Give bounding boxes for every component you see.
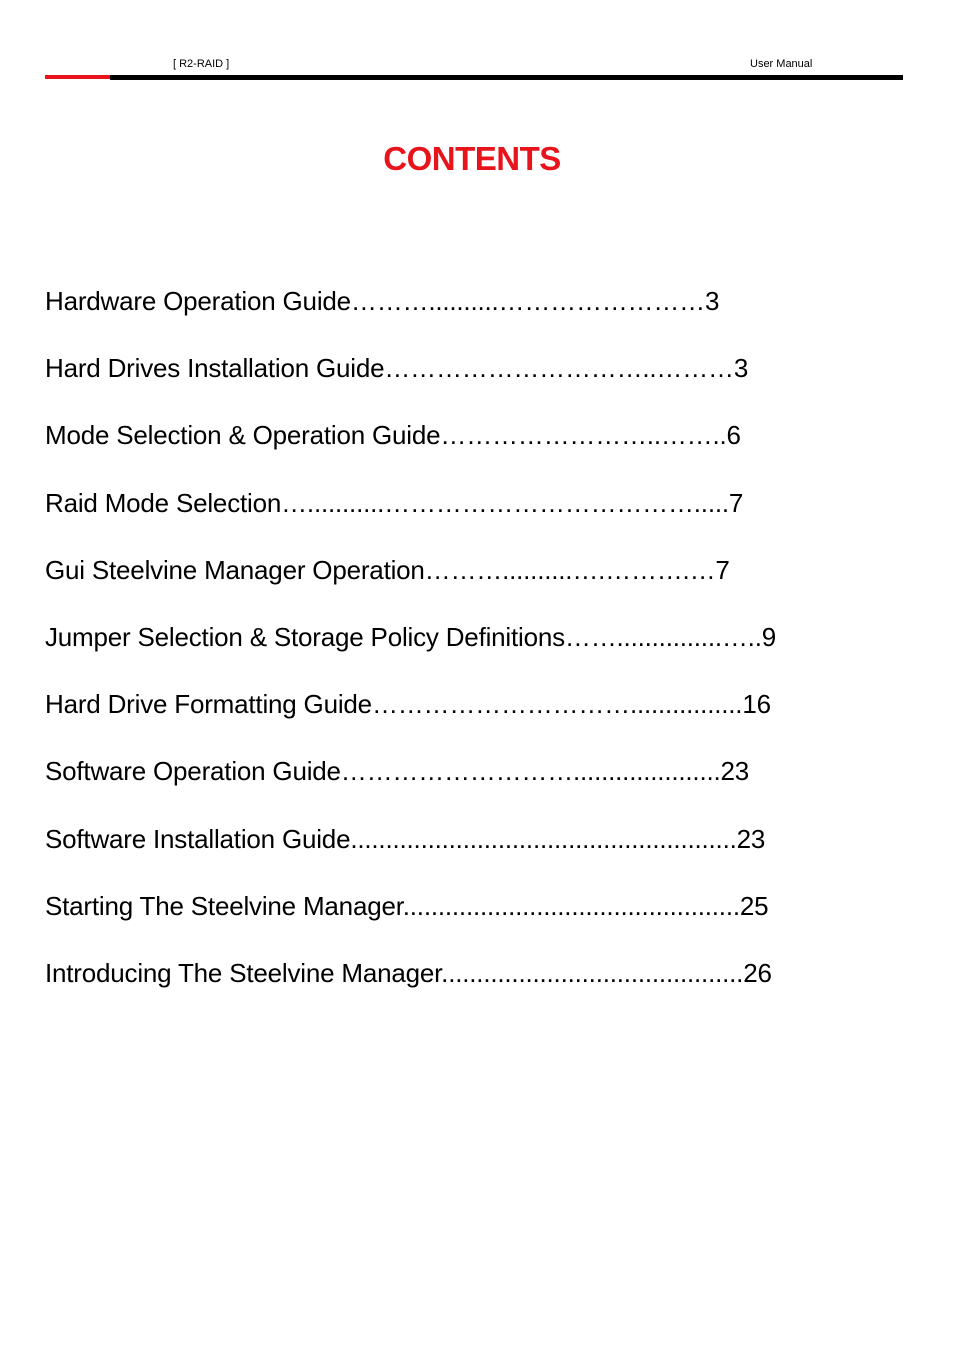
toc-entry[interactable]: Hard Drives Installation Guide…………………………..………3 bbox=[45, 353, 749, 384]
toc-entry[interactable]: Hardware Operation Guide………..........……………………3 bbox=[45, 286, 720, 316]
header-rule bbox=[45, 75, 903, 80]
header-product-label: [ R2-RAID ] bbox=[173, 58, 230, 70]
toc-entry[interactable]: Introducing The Steelvine Manager...........................................26 bbox=[45, 957, 772, 988]
header-rule-accent bbox=[45, 75, 110, 79]
toc-entry[interactable]: Raid Mode Selection…...........……………………………….....7 bbox=[45, 487, 744, 518]
toc-entry[interactable]: Hard Drive Formatting Guide…………………………................16 bbox=[45, 689, 771, 720]
toc-entry[interactable]: Software Operation Guide……………………….....................23 bbox=[45, 756, 750, 787]
toc-entry[interactable]: Starting The Steelvine Manager................................................25 bbox=[45, 890, 769, 921]
header-doc-type: User Manual bbox=[750, 58, 813, 70]
toc-entry[interactable]: Jumper Selection & Storage Policy Definitions……...............…..9 bbox=[45, 621, 776, 652]
toc-entry[interactable]: Mode Selection & Operation Guide……………………..……..6 bbox=[45, 420, 741, 451]
toc-entry[interactable]: Gui Steelvine Manager Operation………..........….……….…7 bbox=[45, 554, 730, 585]
table-of-contents bbox=[45, 282, 776, 1021]
page-title: CONTENTS bbox=[383, 140, 561, 177]
header-rule-line bbox=[110, 75, 903, 80]
toc-entry[interactable]: Software Installation Guide.......................................................23 bbox=[45, 823, 766, 854]
